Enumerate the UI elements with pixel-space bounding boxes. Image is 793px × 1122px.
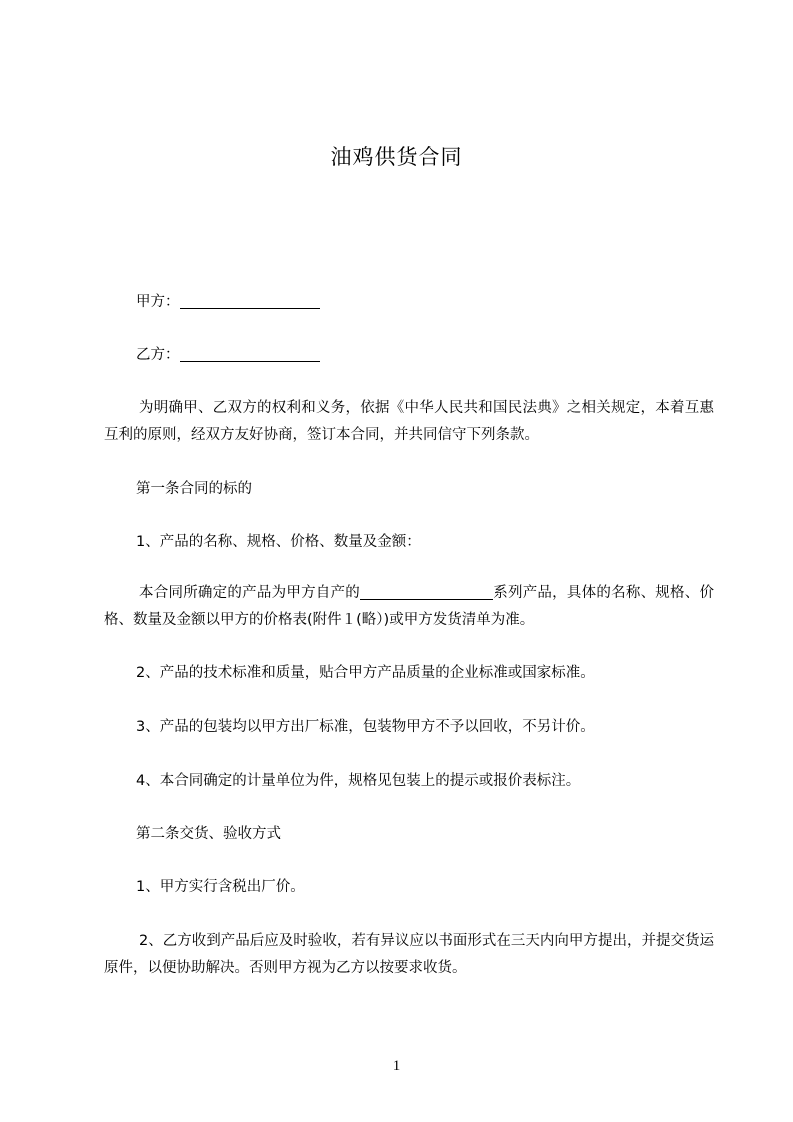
page-number: 1 xyxy=(392,1058,401,1074)
party-b-blank[interactable] xyxy=(180,345,320,362)
party-a-label: 甲方： xyxy=(136,294,180,310)
party-a-line xyxy=(136,292,320,312)
intro-paragraph: 为明确甲、乙双方的权利和义务，依据《中华人民共和国民法典》之相关规定，本着互惠互利的原则，经双方友好协商，签订本合同，并共同信守下列条款。 xyxy=(104,400,714,443)
article-1-item-4: 4、本合同确定的计量单位为件，规格见包装上的提示或报价表标注。 xyxy=(136,773,581,789)
party-b-line xyxy=(136,345,320,365)
article-2-item-1: 1、甲方实行含税出厂价。 xyxy=(136,879,305,895)
product-text-before: 本合同所确定的产品为甲方自产的 xyxy=(139,585,360,601)
product-text-after: 系列产品，具体的名称、规格、价格、数量及金额以甲方的价格表(附件１(略）)或甲方发货清单为准。 xyxy=(104,585,714,628)
party-b-label: 乙方： xyxy=(136,347,180,363)
article-1-item-3: 3、产品的包装均以甲方出厂标准，包装物甲方不予以回收，不另计价。 xyxy=(136,719,595,735)
document-title: 油鸡供货合同 xyxy=(330,145,463,169)
article-1-item-1: 1、产品的名称、规格、价格、数量及金额： xyxy=(136,534,421,550)
product-series-blank[interactable] xyxy=(360,583,493,600)
article-2-item-2: 2、乙方收到产品后应及时验收，若有异议应以书面形式在三天内向甲方提出，并提交货运原件，以便协助解决。否则甲方视为乙方以按要求收货。 xyxy=(104,933,714,976)
article-1-item-2: 2、产品的技术标准和质量，贴合甲方产品质量的企业标准或国家标准。 xyxy=(136,665,595,681)
article-1-heading: 第一条合同的标的 xyxy=(136,481,252,497)
article-2-heading: 第二条交货、验收方式 xyxy=(136,826,281,842)
party-a-blank[interactable] xyxy=(180,292,320,309)
product-paragraph xyxy=(104,580,714,634)
